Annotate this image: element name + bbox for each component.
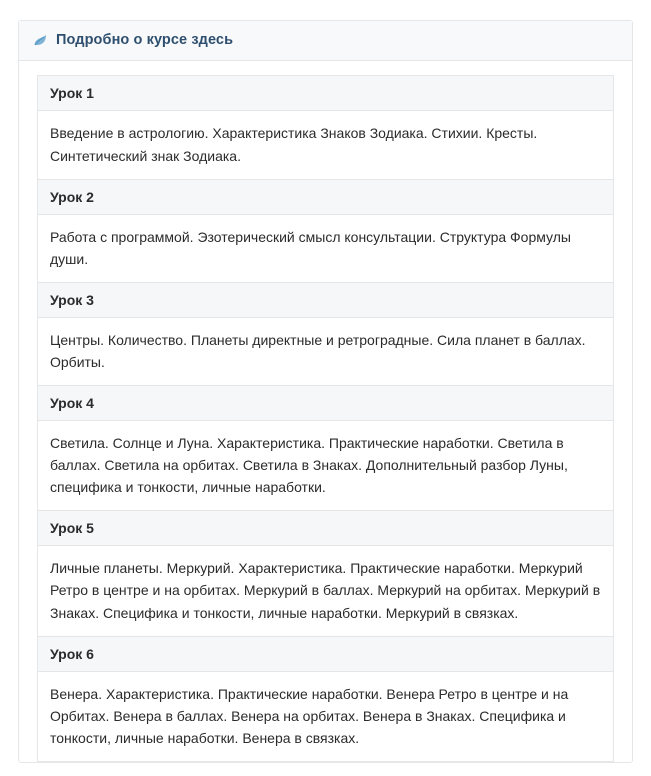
- lesson-title: Урок 1: [38, 76, 614, 111]
- lesson-text: Светила. Солнце и Луна. Характеристика. Практические наработки. Светила в баллах. Светила на орбитах. Светила в Знаках. Дополнительный разбор Луны, специфика и тонкости, личные наработки.: [38, 421, 614, 511]
- lesson-text: Введение в астрологию. Характеристика Знаков Зодиака. Стихии. Кресты. Синтетический знак Зодиака.: [38, 111, 614, 179]
- panel-body: [19, 61, 632, 762]
- panel-header: [19, 21, 632, 61]
- lesson-text: Центры. Количество. Планеты директные и ретроградные. Сила планет в баллах. Орбиты.: [38, 317, 614, 385]
- table-row: [38, 111, 614, 179]
- table-row: [38, 421, 614, 511]
- table-row: [38, 179, 614, 214]
- page-root: [0, 20, 651, 776]
- lesson-text: Личные планеты. Меркурий. Характеристика. Практические наработки. Меркурий Ретро в центре и на орбитах. Меркурий в баллах. Меркурий на орбитах. Меркурий в Знаках. Специфика и тонкости, личные наработки. Меркурий в связках.: [38, 546, 614, 636]
- table-row: [38, 282, 614, 317]
- lessons-table: [37, 75, 614, 762]
- table-row: [38, 386, 614, 421]
- leaf-arrow-icon: [33, 33, 48, 48]
- lesson-title: Урок 5: [38, 511, 614, 546]
- lesson-text: Работа с программой. Эзотерический смысл консультации. Структура Формулы души.: [38, 214, 614, 282]
- table-row: [38, 317, 614, 385]
- lesson-title: Урок 2: [38, 179, 614, 214]
- table-row: [38, 546, 614, 636]
- panel-header-title: Подробно о курсе здесь: [56, 32, 234, 48]
- lesson-text: Венера. Характеристика. Практические наработки. Венера Ретро в центре и на Орбитах. Венера в баллах. Венера на орбитах. Венера в Знаках. Специфика и тонкости, личные наработки. Венера в связках.: [38, 671, 614, 761]
- table-row: [38, 76, 614, 111]
- course-details-panel: [18, 20, 633, 763]
- table-row: [38, 671, 614, 761]
- lesson-title: Урок 6: [38, 636, 614, 671]
- lesson-title: Урок 4: [38, 386, 614, 421]
- table-row: [38, 511, 614, 546]
- table-row: [38, 214, 614, 282]
- table-row: [38, 636, 614, 671]
- lesson-title: Урок 3: [38, 282, 614, 317]
